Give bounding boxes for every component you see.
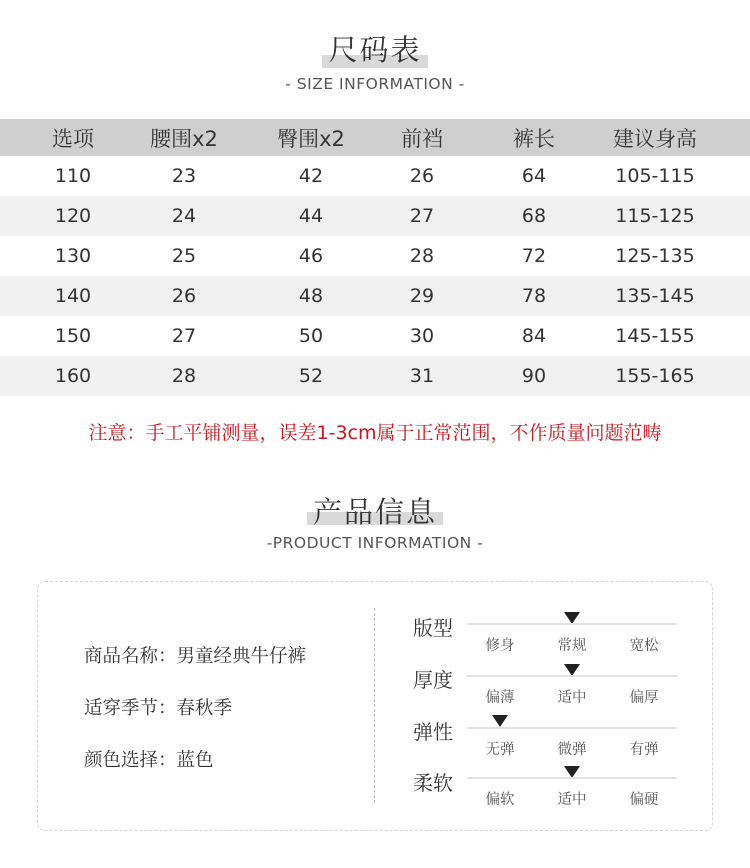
table-header-cell: 臀围x2 [277,126,345,151]
attr-scale-line [467,777,677,779]
attr-label-fit: 版型 [413,616,453,640]
attr-option: 修身 [485,638,515,654]
attr-option: 偏软 [485,792,515,808]
table-cell: 29 [409,285,435,307]
attr-option: 适中 [557,792,587,808]
product-name: 商品名称：男童经典牛仔裤 [84,646,307,667]
attr-label-softness: 柔软 [413,771,453,795]
table-row [0,156,750,196]
table-header-cell: 建议身高 [613,126,697,151]
table-header-row [0,119,750,156]
table-header-cell: 裤长 [513,126,555,151]
table-cell: 52 [298,365,324,387]
size-table [0,119,750,396]
product-title-text: 产品信息 [312,495,437,529]
table-cell: 84 [521,325,547,347]
product-section-title [0,490,750,531]
attr-option: 有弹 [629,742,659,758]
table-header-cell: 选项 [52,126,94,151]
size-section-title [0,28,750,69]
attr-scale-line [467,727,677,729]
table-cell: 150 [54,325,92,347]
attr-option: 宽松 [629,638,659,654]
selected-marker-icon [492,715,508,727]
table-cell: 48 [298,285,324,307]
table-cell: 24 [171,205,197,227]
table-row [0,356,750,396]
attr-option: 常规 [557,638,587,654]
table-cell: 145-155 [615,325,695,347]
table-cell: 78 [521,285,547,307]
product-color: 颜色选择：蓝色 [84,750,214,771]
table-cell: 28 [171,365,197,387]
attr-option: 偏厚 [629,690,659,706]
table-cell: 50 [298,325,324,347]
table-cell: 120 [54,205,92,227]
table-cell: 28 [409,245,435,267]
table-cell: 27 [171,325,197,347]
table-cell: 155-165 [615,365,695,387]
info-divider [374,608,375,803]
table-row [0,196,750,236]
table-cell: 160 [54,365,92,387]
attr-option: 偏薄 [485,690,515,706]
table-cell: 42 [298,165,324,187]
product-season: 适穿季节：春秋季 [84,698,233,719]
table-header-cell: 前裆 [401,126,443,151]
table-cell: 72 [521,245,547,267]
table-cell: 26 [171,285,197,307]
table-cell: 135-145 [615,285,695,307]
table-cell: 140 [54,285,92,307]
table-cell: 105-115 [615,165,695,187]
table-cell: 64 [521,165,547,187]
table-cell: 46 [298,245,324,267]
attr-option: 偏硬 [629,792,659,808]
table-cell: 26 [409,165,435,187]
attr-scale-line [467,675,677,677]
attr-label-elasticity: 弹性 [413,720,453,744]
table-row [0,236,750,276]
table-cell: 90 [521,365,547,387]
table-cell: 68 [521,205,547,227]
table-row [0,276,750,316]
table-cell: 25 [171,245,197,267]
table-cell: 31 [409,365,435,387]
measurement-note: 注意：手工平铺测量，误差1-3cm属于正常范围，不作质量问题范畴 [88,422,662,444]
attr-option: 无弹 [485,742,515,758]
attr-scale-line [467,623,677,625]
table-cell: 110 [54,165,92,187]
table-cell: 27 [409,205,435,227]
table-cell: 23 [171,165,197,187]
table-cell: 115-125 [615,205,695,227]
table-cell: 30 [409,325,435,347]
product-subtitle: -PRODUCT INFORMATION - [266,534,484,552]
size-title-text: 尺码表 [328,33,422,67]
table-cell: 130 [54,245,92,267]
size-subtitle: - SIZE INFORMATION - [285,75,465,93]
attr-option: 微弹 [557,742,587,758]
table-cell: 125-135 [615,245,695,267]
table-header-cell: 腰围x2 [150,126,218,151]
attr-option: 适中 [557,690,587,706]
attr-label-thickness: 厚度 [413,668,453,692]
table-row [0,316,750,356]
table-cell: 44 [298,205,324,227]
